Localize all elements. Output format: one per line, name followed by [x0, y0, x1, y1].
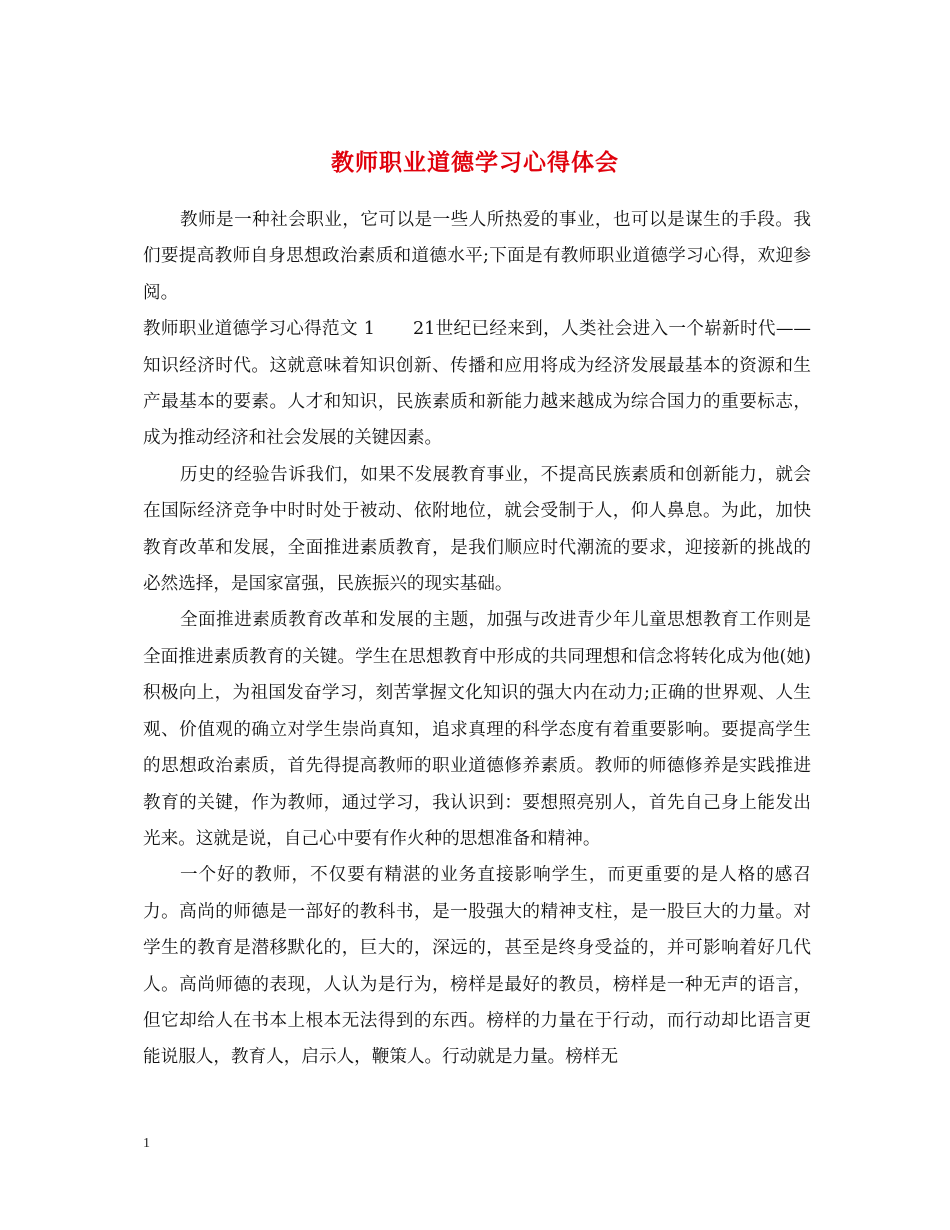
section-label: 教师职业道德学习心得范文 1 [143, 319, 375, 340]
paragraph-good-teacher: 一个好的教师，不仅要有精湛的业务直接影响学生，而更重要的是人格的感召力。高尚的师德是一部好的教科书，是一股强大的精神支柱，是一股巨大的力量。对学生的教育是潜移默化的，巨大的，深远的，甚至是终身受益的，并可影响着好几代人。高尚师德的表现，人认为是行为，榜样是最好的教员，榜样是一种无声的语言，但它却给人在书本上根本无法得到的东西。榜样的力量在于行动，而行动却比语言更能说服人，教育人，启示人，鞭策人。行动就是力量。榜样无 [143, 865, 811, 1068]
document-body [143, 202, 811, 1076]
paragraph-section-1 [143, 311, 811, 457]
paragraph-intro: 教师是一种社会职业，它可以是一些人所热爱的事业，也可以是谋生的手段。我们要提高教师自身思想政治素质和道德水平;下面是有教师职业道德学习心得，欢迎参阅。 [143, 210, 811, 303]
paragraph-history: 历史的经验告诉我们，如果不发展教育事业，不提高民族素质和创新能力，就会在国际经济竞争中时时处于被动、依附地位，就会受制于人，仰人鼻息。为此，加快教育改革和发展，全面推进素质教育，是我们顺应时代潮流的要求，迎接新的挑战的必然选择，是国家富强，民族振兴的现实基础。 [143, 464, 811, 595]
document-title: 教师职业道德学习心得体会 [331, 149, 619, 177]
page-number: 1 [143, 1136, 150, 1151]
paragraph-quality-education: 全面推进素质教育改革和发展的主题，加强与改进青少年儿童思想教育工作则是全面推进素质教育的关键。学生在思想教育中形成的共同理想和信念将转化成为他(她)积极向上，为祖国发奋学习，刻苦掌握文化知识的强大内在动力;正确的世界观、人生观、价值观的确立对学生崇尚真知，追求真理的科学态度有着重要影响。要提高学生的思想政治素质，首先得提高教师的职业道德修养素质。教师的师德修养是实践推进教育的关键，作为教师，通过学习，我认识到：要想照亮别人，首先自己身上能发出光来。这就是说，自己心中要有作火种的思想准备和精神。 [143, 610, 811, 849]
section-1-text: 21世纪已经来到，人类社会进入一个崭新时代——知识经济时代。这就意味着知识创新、传播和应用将成为经济发展最基本的资源和生产最基本的要素。人才和知识，民族素质和新能力越来越成为综合国力的重要标志，成为推动经济和社会发展的关键因素。 [143, 319, 812, 449]
